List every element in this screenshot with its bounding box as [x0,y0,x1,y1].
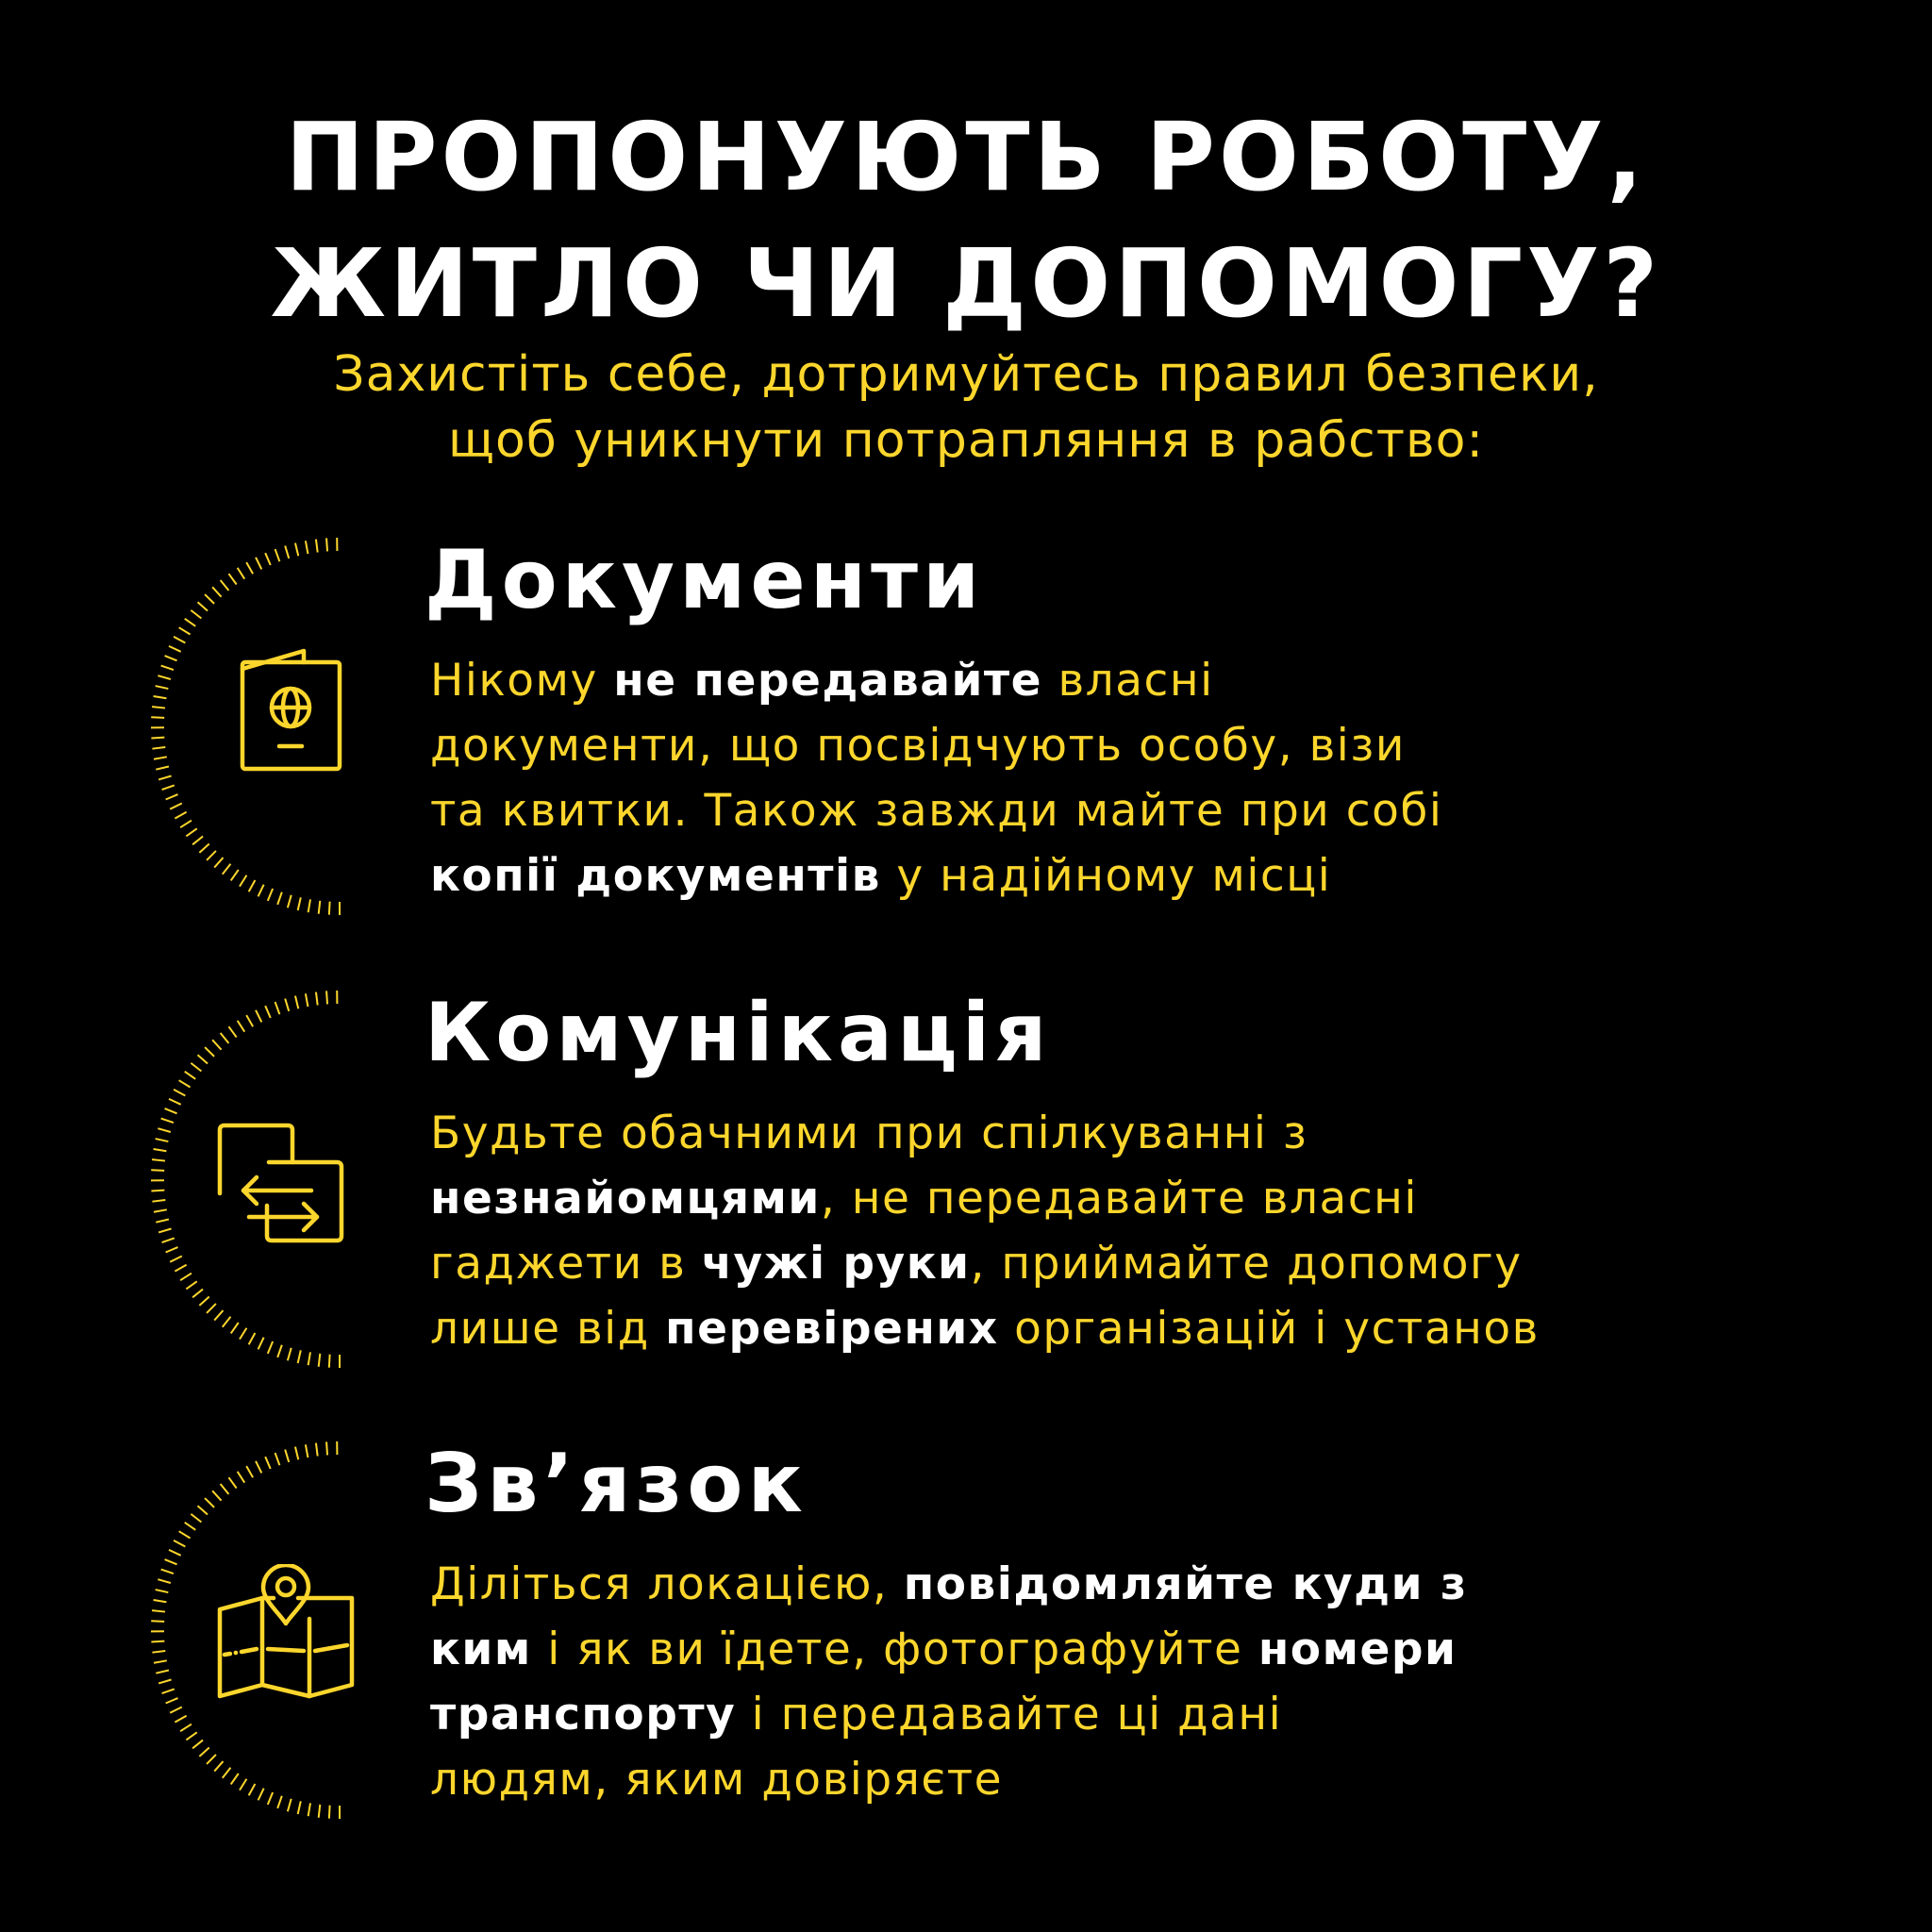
section-documents [0,533,1932,929]
dial-tick [214,1310,223,1320]
dial-tick [308,899,310,912]
dial-tick [205,1498,214,1507]
dial-tick [212,1040,221,1049]
text-line [430,1296,1902,1361]
dial-tick [199,843,208,852]
text-line [430,1682,1902,1747]
dial-tick [198,602,208,610]
dial-tick [285,999,289,1011]
dial-tick [329,1806,330,1819]
dial-tick [185,619,195,626]
dial-tick [185,1072,195,1079]
dial-tick [158,675,170,679]
dial-tick [214,1761,223,1771]
dial-tick [154,1149,167,1151]
dial-tick [158,1128,170,1132]
dial-tick [191,610,201,619]
dial-tick [275,549,280,561]
dial-tick [174,637,185,643]
dial-tick [240,1779,246,1790]
passport-icon [238,648,343,773]
highlight-text: транспорту [430,1689,737,1740]
dial-tick [238,568,245,579]
dial-tick [165,656,177,660]
body-text: Нікому [430,655,614,707]
dial-tick [221,580,229,591]
dial-tick [295,996,298,1009]
body-text: і як ви їдете, фотографуйте [531,1624,1258,1675]
dial-tick [169,646,181,652]
dial-tick [223,864,231,874]
dial-tick [152,1610,165,1611]
dial-tick [152,1159,165,1160]
text-line [430,1231,1902,1296]
dial-tick [249,1784,256,1795]
highlight-text: чужі руки [701,1238,971,1290]
text-line [430,1101,1902,1166]
dial-tick [240,875,246,887]
dial-tick [199,1747,208,1756]
dial-tick [180,1724,192,1732]
dial-tick [154,1660,167,1662]
dial-tick [161,666,174,671]
dial-tick [316,992,318,1006]
dial-tick [238,1021,245,1032]
dial-tick [240,1328,246,1340]
dial-tick [326,1441,327,1455]
body-text: Будьте обачними при спілкуванні з [430,1108,1308,1159]
dial-tick [199,1296,208,1305]
dial-tick [186,828,196,836]
dial-tick [288,1348,291,1360]
dial-tick [212,1491,221,1500]
dial-tick [162,1689,175,1693]
dial-tick [174,1541,185,1547]
dial-tick [306,993,308,1007]
dial-tick [152,1651,165,1653]
dial-tick [223,1768,231,1778]
dial-tick [231,870,239,880]
dial-tick [158,1680,171,1684]
dial-tick [151,738,164,739]
dial-tick [174,1090,185,1096]
dial-tick [316,1443,318,1457]
dial-tick [152,747,165,749]
dial-tick [223,1317,231,1327]
dial-tick [162,785,175,790]
dial-tick [256,558,261,570]
dial-tick [265,553,271,565]
dial-tick [231,1774,239,1784]
dial-tick [207,851,216,860]
text-line [430,1617,1902,1682]
dial-tick [158,1229,171,1233]
dial-tick [319,1354,321,1367]
dial-tick [151,1621,164,1622]
dial-tick [288,1799,291,1811]
section-title: Зв’язок [425,1437,808,1531]
dial-tick [166,794,178,799]
dial-tick [179,627,191,634]
dial-tick [298,1801,301,1814]
dial-tick [185,1523,195,1530]
dial-tick [265,1006,271,1018]
dial-tick [306,541,308,554]
dial-tick [154,696,167,698]
dial-tick [186,1732,196,1740]
dial-tick [214,858,223,867]
text-line [430,1552,1902,1617]
dial-tick [246,1015,253,1026]
dial-tick [277,1345,282,1357]
dial-tick [156,766,169,769]
dial-tick [246,1466,253,1477]
dial-tick [156,1219,169,1222]
dial-tick [152,707,165,708]
dial-tick [277,1796,282,1808]
body-text: власні [1042,655,1214,707]
dial-tick [298,1350,301,1363]
dial-tick [205,594,214,604]
section-text [430,648,1902,908]
text-line [430,1747,1902,1812]
dial-tick [265,1457,271,1469]
dial-tick [258,1789,264,1801]
dial-tick [166,1247,178,1252]
dial-tick [156,1670,169,1673]
dial-tick [175,812,186,819]
body-text: гаджети в [430,1238,702,1290]
body-text: і передавайте ці дані [736,1689,1283,1740]
highlight-text: не передавайте [613,655,1043,707]
dial-tick [198,1506,208,1514]
highlight-text: перевірених [665,1303,999,1355]
subtitle [0,341,1932,474]
subtitle-line-1: Захистіть себе, дотримуйтесь правил безпеки, [333,346,1599,403]
dial-tick [249,1333,256,1344]
subtitle-line-2: щоб уникнути потрапляння в рабство: [447,412,1485,469]
dial-tick [191,1063,201,1072]
dial-tick [268,1341,273,1354]
dial-tick [186,1281,196,1289]
text-line [430,713,1902,778]
dial-tick [180,1274,192,1281]
dial-tick [319,901,321,914]
dial-tick [285,546,289,558]
dial-tick [277,892,282,905]
text-line [430,843,1902,908]
dial-tick [221,1484,229,1494]
dial-tick [231,1323,239,1333]
dial-tick [170,1707,182,1713]
dial-tick [288,895,291,908]
dial-tick [308,1803,310,1816]
dial-tick [152,1200,165,1202]
dial-tick [192,1290,203,1298]
dial-tick [256,1010,261,1023]
body-text: лише від [430,1303,666,1355]
dial-tick [162,1238,175,1242]
dial-tick [329,902,330,915]
dial-tick [258,1338,264,1350]
dial-tick [221,1033,229,1043]
dial-tick [179,1080,191,1087]
dial-tick [165,1108,177,1113]
dial-tick [166,1698,178,1703]
dial-tick [170,804,182,809]
dial-tick [228,574,236,584]
dial-tick [151,1641,164,1642]
dial-tick [329,1355,330,1368]
map-location-icon [217,1564,355,1707]
dial-tick [192,837,203,845]
section-communication [0,986,1932,1382]
body-text: документи, що посвідчують особу, візи [430,720,1406,772]
dial-tick [192,1740,203,1749]
dial-tick [156,686,169,689]
dial-tick [295,1447,298,1460]
dial-tick [228,1477,236,1488]
dial-tick [258,885,264,897]
highlight-text: незнайомцями [430,1173,821,1224]
dial-tick [151,1170,164,1171]
dial-tick [295,543,298,557]
section-text [430,1101,1902,1361]
dial-tick [246,562,253,574]
dial-tick [207,1755,216,1764]
dial-tick [275,1453,280,1465]
dial-tick [154,757,167,758]
dial-tick [191,1514,201,1523]
dial-tick [306,1444,308,1457]
dial-tick [308,1352,310,1365]
dial-tick [212,587,221,596]
dial-tick [156,1139,169,1141]
dial-tick [161,1570,174,1574]
dial-tick [179,1531,191,1538]
body-text: людям, яким довіряєте [430,1754,1004,1806]
dial-tick [161,1119,174,1124]
page-title [0,94,1932,347]
dial-tick [158,1579,170,1583]
body-text: , не передавайте власні [820,1173,1418,1224]
dial-tick [175,1265,186,1272]
highlight-text: ким [430,1624,532,1675]
body-text: та квитки. Також завжди майте при собі [430,785,1443,837]
dial-tick [170,1257,182,1262]
dial-tick [249,880,256,891]
dial-tick [298,897,301,910]
dial-tick [326,991,327,1004]
dial-tick [165,1559,177,1564]
dial-tick [158,776,171,780]
dial-tick [154,1209,167,1211]
body-text: , приймайте допомогу [970,1238,1523,1290]
body-text: Діліться локацією, [430,1558,904,1610]
dial-tick [154,1600,167,1602]
section-title: Документи [425,533,985,627]
dial-tick [205,1047,214,1057]
body-text: у надійному місці [880,850,1332,902]
dial-tick [207,1304,216,1313]
dial-tick [151,717,164,718]
exchange-arrows-icon [217,1123,344,1243]
section-text [430,1552,1902,1812]
dial-tick [175,1716,186,1723]
text-line [430,778,1902,843]
dial-tick [169,1099,181,1105]
dial-tick [285,1450,289,1462]
section-contact [0,1437,1932,1833]
dial-tick [238,1472,245,1483]
highlight-text: копії документів [430,850,881,902]
dial-tick [319,1805,321,1818]
dial-tick [228,1026,236,1037]
highlight-text: номери [1257,1624,1457,1675]
dial-tick [256,1461,261,1474]
dial-tick [326,538,327,551]
dial-tick [275,1002,280,1014]
section-title: Комунікація [425,986,1052,1080]
dial-tick [169,1550,181,1556]
title-line-2: ЖИТЛО ЧИ ДОПОМОГУ? [270,228,1662,339]
text-line [430,1166,1902,1231]
dial-tick [268,1792,273,1805]
dial-tick [180,821,192,828]
dial-tick [316,540,318,553]
title-line-1: ПРОПОНУЮТЬ РОБОТУ, [285,102,1647,212]
highlight-text: повідомляйте куди з [903,1558,1468,1610]
dial-tick [156,1590,169,1592]
text-line [430,648,1902,713]
body-text: організацій і установ [998,1303,1540,1355]
dial-tick [198,1055,208,1063]
dial-tick [268,889,273,901]
